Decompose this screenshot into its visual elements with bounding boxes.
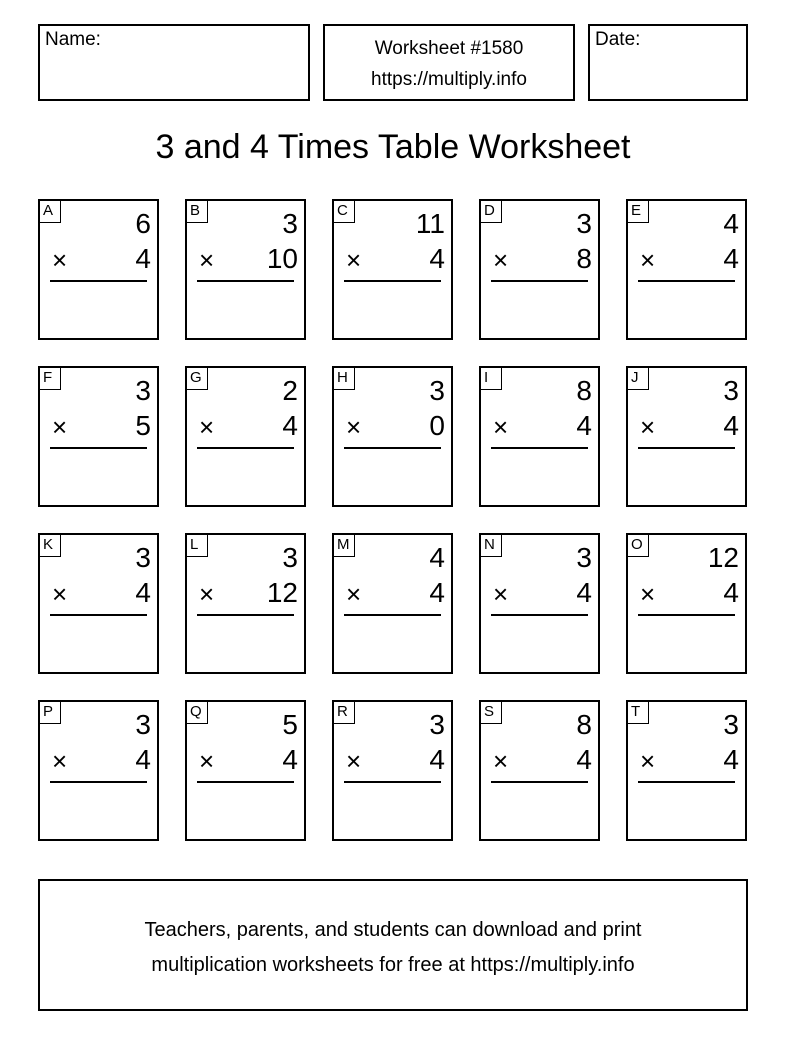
times-sign: × — [199, 579, 215, 609]
times-sign: × — [640, 746, 656, 776]
answer-line — [491, 614, 588, 616]
times-sign: × — [493, 412, 509, 442]
problem-letter: O — [628, 535, 649, 557]
problem-card[interactable] — [626, 366, 747, 507]
multiplicand: 3 — [282, 542, 298, 573]
answer-line — [197, 781, 294, 783]
multiplier: 4 — [429, 243, 445, 274]
multiplicand: 12 — [707, 542, 739, 573]
problem-letter: Q — [187, 702, 208, 724]
problem-letter: R — [334, 702, 355, 724]
answer-line — [638, 447, 735, 449]
times-sign: × — [640, 579, 656, 609]
problem-card[interactable] — [626, 533, 747, 674]
problem-card[interactable] — [185, 533, 306, 674]
problem-card[interactable] — [185, 700, 306, 841]
multiplier: 4 — [576, 577, 592, 608]
answer-line — [344, 781, 441, 783]
multiplicand: 3 — [723, 709, 739, 740]
answer-line — [638, 280, 735, 282]
problem-card[interactable] — [479, 199, 600, 340]
multiplicand: 5 — [282, 709, 298, 740]
times-sign: × — [199, 746, 215, 776]
footer-text — [40, 913, 746, 983]
answer-line — [50, 781, 147, 783]
problem-letter: B — [187, 201, 208, 223]
problem-letter: L — [187, 535, 208, 557]
problem-letter: T — [628, 702, 649, 724]
multiplicand: 2 — [282, 375, 298, 406]
multiplicand: 3 — [429, 709, 445, 740]
date-box[interactable] — [588, 24, 748, 101]
problem-card[interactable] — [38, 700, 159, 841]
problem-letter: F — [40, 368, 61, 390]
multiplier: 4 — [282, 744, 298, 775]
footer-box — [38, 879, 748, 1011]
problem-letter: A — [40, 201, 61, 223]
multiplier: 10 — [266, 243, 298, 274]
answer-line — [197, 614, 294, 616]
multiplier: 4 — [723, 744, 739, 775]
multiplicand: 8 — [576, 709, 592, 740]
multiplier: 4 — [429, 744, 445, 775]
problem-card[interactable] — [479, 700, 600, 841]
problem-letter: E — [628, 201, 649, 223]
answer-line — [197, 280, 294, 282]
multiplier: 0 — [429, 410, 445, 441]
problem-letter: S — [481, 702, 502, 724]
problem-letter: J — [628, 368, 649, 390]
multiplicand: 3 — [135, 375, 151, 406]
problem-card[interactable] — [626, 199, 747, 340]
multiplicand: 4 — [723, 208, 739, 239]
multiplier: 8 — [576, 243, 592, 274]
footer-line-1: Teachers, parents, and students can download and print — [144, 919, 642, 941]
multiplicand: 3 — [135, 709, 151, 740]
answer-line — [638, 781, 735, 783]
times-sign: × — [640, 245, 656, 275]
worksheet-id: Worksheet #1580 — [374, 38, 524, 59]
multiplicand: 3 — [282, 208, 298, 239]
times-sign: × — [493, 245, 509, 275]
times-sign: × — [493, 579, 509, 609]
times-sign: × — [493, 746, 509, 776]
name-box[interactable] — [38, 24, 310, 101]
times-sign: × — [52, 579, 68, 609]
multiplier: 4 — [576, 744, 592, 775]
problem-card[interactable] — [185, 199, 306, 340]
problem-card[interactable] — [332, 366, 453, 507]
answer-line — [344, 447, 441, 449]
multiplier: 4 — [135, 243, 151, 274]
problem-card[interactable] — [38, 199, 159, 340]
times-sign: × — [52, 412, 68, 442]
multiplier: 4 — [429, 577, 445, 608]
multiplier: 4 — [723, 577, 739, 608]
problem-card[interactable] — [38, 366, 159, 507]
problem-card[interactable] — [479, 366, 600, 507]
problem-card[interactable] — [332, 700, 453, 841]
multiplier: 5 — [135, 410, 151, 441]
answer-line — [50, 614, 147, 616]
times-sign: × — [52, 746, 68, 776]
problem-card[interactable] — [626, 700, 747, 841]
times-sign: × — [346, 579, 362, 609]
problem-letter: D — [481, 201, 502, 223]
multiplier: 12 — [266, 577, 298, 608]
multiplicand: 11 — [415, 208, 445, 239]
multiplicand: 3 — [135, 542, 151, 573]
problem-card[interactable] — [332, 199, 453, 340]
times-sign: × — [640, 412, 656, 442]
answer-line — [50, 280, 147, 282]
problem-letter: G — [187, 368, 208, 390]
problem-card[interactable] — [185, 366, 306, 507]
name-label: Name: — [45, 29, 101, 50]
answer-line — [197, 447, 294, 449]
multiplicand: 4 — [429, 542, 445, 573]
problem-letter: C — [334, 201, 355, 223]
times-sign: × — [346, 245, 362, 275]
problem-letter: H — [334, 368, 355, 390]
multiplier: 4 — [135, 577, 151, 608]
problem-letter: N — [481, 535, 502, 557]
times-sign: × — [52, 245, 68, 275]
multiplicand: 8 — [576, 375, 592, 406]
multiplicand: 3 — [723, 375, 739, 406]
answer-line — [491, 447, 588, 449]
multiplicand: 3 — [576, 208, 592, 239]
problem-letter: K — [40, 535, 61, 557]
date-label: Date: — [595, 29, 641, 50]
problem-letter: M — [334, 535, 355, 557]
problem-card[interactable] — [479, 533, 600, 674]
answer-line — [491, 280, 588, 282]
multiplier: 4 — [135, 744, 151, 775]
answer-line — [50, 447, 147, 449]
problem-card[interactable] — [332, 533, 453, 674]
answer-line — [491, 781, 588, 783]
worksheet-url: https://multiply.info — [371, 69, 527, 90]
times-sign: × — [346, 412, 362, 442]
worksheet-info-box — [323, 24, 575, 101]
times-sign: × — [346, 746, 362, 776]
multiplier: 4 — [282, 410, 298, 441]
answer-line — [344, 280, 441, 282]
multiplicand: 6 — [135, 208, 151, 239]
multiplier: 4 — [576, 410, 592, 441]
multiplier: 4 — [723, 243, 739, 274]
times-sign: × — [199, 412, 215, 442]
worksheet-info — [325, 33, 573, 95]
problem-card[interactable] — [38, 533, 159, 674]
problem-letter: I — [481, 368, 502, 390]
problem-letter: P — [40, 702, 61, 724]
answer-line — [638, 614, 735, 616]
multiplicand: 3 — [576, 542, 592, 573]
footer-line-2: multiplication worksheets for free at https://multiply.info — [151, 954, 635, 976]
multiplicand: 3 — [429, 375, 445, 406]
times-sign: × — [199, 245, 215, 275]
multiplier: 4 — [723, 410, 739, 441]
answer-line — [344, 614, 441, 616]
worksheet-title: 3 and 4 Times Table Worksheet — [155, 128, 631, 166]
